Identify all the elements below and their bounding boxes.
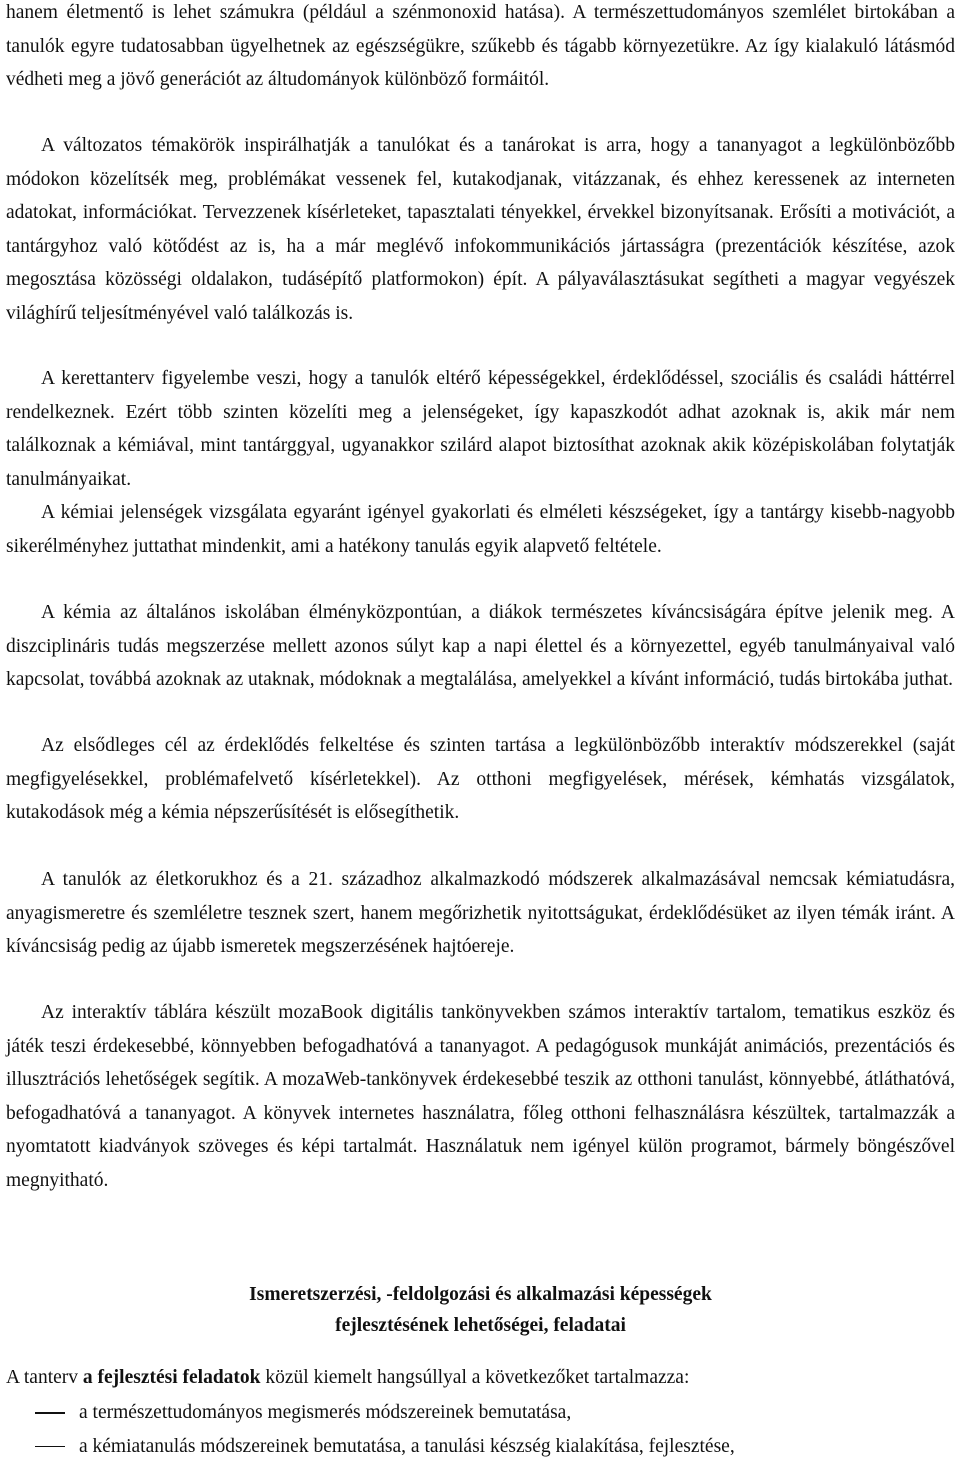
list-item-text: a természettudományos megismerés módszereinek bemutatása,	[79, 1402, 572, 1423]
paragraph-3: A kémiai jelenségek vizsgálata egyaránt igényel gyakorlati és elméleti készségeket, így a tantárgy kisebb-nagyobb sikerélményhez juttathat mindenkit, ami a hatékony tanulás egyik alapvető feltétele.	[6, 502, 955, 557]
intro-bold: a fejlesztési feladatok	[82, 1367, 261, 1388]
intro-sentence	[6, 1361, 955, 1395]
paragraph-1: A változatos témakörök inspirálhatják a tanulókat és a tanárokat is arra, hogy a tananyagot a legkülönbözőbb módokon közelítsék meg, problémákat vessenek fel, kutakodjanak, vitázzanak, és ehhez keressenek az interneten adatokat, információkat. Tervezzenek kísérleteket, tapasztalati tényekkel, érvekkel bizonyítsanak. Erősíti a motivációt, a tantárgyhoz való kötődést az is, ha a már meglévő infokommunikációs jártasságra (prezentációk készítése, azok megosztása közösségi oldalakon, tudásépítő platformokon) épít. A pályaválasztásukat segítheti a magyar vegyészek világhírű teljesítményével való találkozás is.	[6, 135, 955, 324]
paragraph-6: A tanulók az életkorukhoz és a 21. századhoz alkalmazkodó módszerek alkalmazásával nemcsak kémiatudásra, anyagismeretre és szemléletre tesznek szert, hanem megőrizhetik nyitottságukat, érdeklődésüket az ilyen témák iránt. A kíváncsiság pedig az újabb ismeretek megszerzésének hajtóereje.	[6, 869, 955, 958]
dash-bullet-icon	[35, 1446, 65, 1448]
paragraph-5: Az elsődleges cél az érdeklődés felkeltése és szinten tartása a legkülönbözőbb interaktív módszerekkel (saját megfigyelésekkel, problémafelvető kísérletekkel). Az otthoni megfigyelések, mérések, kémhatás vizsgálatok, kutakodások még a kémia népszerűsítését is elősegíthetik.	[6, 735, 955, 824]
paragraph-2: A kerettanterv figyelembe veszi, hogy a tanulók eltérő képességekkel, érdeklődéssel, szociális és családi háttérrel rendelkeznek. Ezért több szinten közelíti meg a jelenségeket, így kapaszkodót adhat azoknak is, akik már nem találkoznak a kémiával, mint tantárggyal, ugyanakkor szilárd alapot biztosíthat azoknak akik középiskolában folytatják tanulmányaikat.	[6, 368, 955, 490]
dash-bullet-icon	[35, 1412, 65, 1414]
paragraph-0: hanem életmentő is lehet számukra (például a szénmonoxid hatása). A természettudományos szemlélet birtokában a tanulók egyre tudatosabban ügyelhetnek az egészségükre, szűkebb és tágabb környezetükre. Az így kialakuló látásmód védheti meg a jövő generációt az áltudományok különböző formáitól.	[6, 2, 955, 91]
paragraph-4: A kémia az általános iskolában élményközpontúan, a diákok természetes kíváncsiságára építve jelenik meg. A diszciplináris tudás megszerzése mellett azonos súlyt kap a napi élettel és a környezettel, egyéb tanulmányaival való kapcsolat, továbbá azoknak az utaknak, módoknak a megtalálása, amelyekkel a kívánt információ, tudás birtokába juthat.	[6, 602, 955, 691]
intro-after: közül kiemelt hangsúllyal a következőket tartalmazza:	[260, 1367, 690, 1388]
intro-before: A tanterv	[6, 1367, 83, 1388]
section-heading-line-2: fejlesztésének lehetőségei, feladatai	[335, 1315, 626, 1336]
section-heading-line-1: Ismeretszerzési, -feldolgozási és alkalmazási képességek	[249, 1284, 712, 1305]
list-item	[6, 1396, 955, 1430]
list-item	[6, 1430, 955, 1463]
development-task-list	[6, 1396, 955, 1463]
list-item-text: a kémiatanulás módszereinek bemutatása, a tanulási készség kialakítása, fejlesztése,	[79, 1435, 735, 1457]
paragraph-7: Az interaktív táblára készült mozaBook digitális tankönyvekben számos interaktív tartalom, tematikus eszköz és játék teszi érdekesebbé, könnyebben befogadhatóvá a tananyagot. A pedagógusok munkáját animációs, prezentációs és illusztrációs lehetőségek segítik. A mozaWeb-tankönyvek érdekesebbé teszik az otthoni tanulást, könnyebbé, átláthatóvá, befogadhatóvá a tananyagot. A könyvek internetes használatra, főleg otthoni felhasználásra készültek, tartalmazzák a nyomtatott kiadványok szöveges és képi tartalmát. Használatuk nem igényel külön programot, bármely böngészővel megnyitható.	[6, 1002, 955, 1191]
section-heading	[6, 1279, 955, 1341]
